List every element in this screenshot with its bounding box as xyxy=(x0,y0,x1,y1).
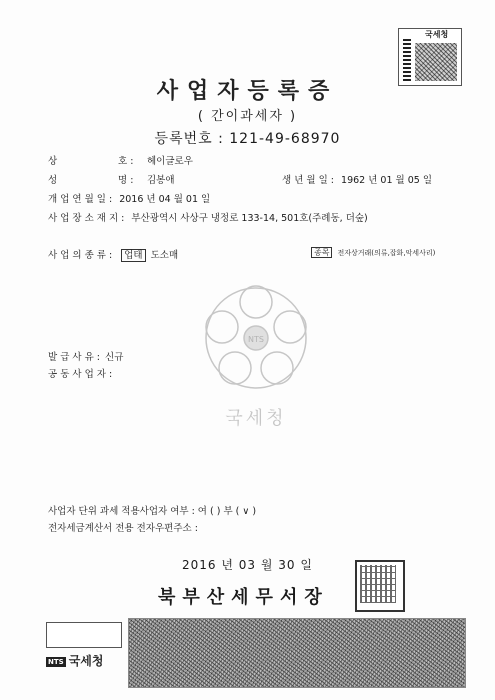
security-noise-strip xyxy=(128,618,466,688)
representative-value-wrap xyxy=(147,172,175,186)
watermark-text: 국세청 xyxy=(225,408,287,429)
joint-business-label: 공 동 사 업 자 : xyxy=(48,369,113,380)
issue-reason-label: 발 급 사 유 : xyxy=(48,352,100,363)
footer-brand xyxy=(46,652,103,669)
unit-tax-row xyxy=(48,503,256,517)
birth-date-label: 생 년 월 일 : xyxy=(282,175,334,186)
representative-row xyxy=(48,172,57,186)
joint-business-row xyxy=(48,366,112,380)
trade-name-value: 헤이글로우 xyxy=(147,156,193,167)
representative-value: 김봉애 xyxy=(147,175,175,186)
email-row xyxy=(48,520,198,534)
email-label: 전자세금계산서 전용 전자우편주소 : xyxy=(48,523,198,534)
address-value: 부산광역시 사상구 냉정로 133-14, 501호(주례동, 더숲) xyxy=(131,213,368,224)
item-tag: 종목 xyxy=(311,247,332,258)
registration-number xyxy=(0,128,495,148)
registration-value: 121-49-68970 xyxy=(229,131,341,147)
footer-blank-box xyxy=(46,622,122,648)
birth-date-row xyxy=(282,172,432,186)
trade-name-label-end-wrap xyxy=(118,153,133,167)
trade-name-label-start: 상 xyxy=(48,156,58,167)
issue-date: 2016 년 03 월 30 일 xyxy=(182,558,313,572)
issue-reason-row xyxy=(48,349,123,363)
representative-label-end-wrap xyxy=(118,172,133,186)
item-value: 전자상거래(의류,잡화,악세사리) xyxy=(337,249,436,257)
type-value: 도소매 xyxy=(150,250,179,261)
trade-name-value-wrap xyxy=(147,153,193,167)
nts-watermark-seal xyxy=(196,282,316,432)
open-date-label: 개 업 연 월 일 : xyxy=(48,194,113,205)
footer-brand-name: 국세청 xyxy=(68,654,104,668)
address-row xyxy=(48,210,368,224)
document-subtitle: ( 간이과세자 ) xyxy=(197,109,298,124)
issuing-office: 북부산세무서장 xyxy=(158,587,329,608)
business-item-row xyxy=(311,247,435,258)
issue-reason-value: 신규 xyxy=(105,352,124,363)
business-type-label: 사 업 의 종 류 : xyxy=(48,250,113,261)
watermark-badge: NTS xyxy=(248,335,264,344)
seal-pattern xyxy=(360,565,396,603)
nts-badge: NTS xyxy=(48,657,64,666)
trade-name-label-end: 호 : xyxy=(118,156,134,167)
representative-label-start: 성 xyxy=(48,175,58,186)
document-title: 사업자등록증 xyxy=(156,79,339,104)
birth-date-value: 1962 년 01 월 05 일 xyxy=(341,175,433,186)
stamp-label: 국세청 xyxy=(425,30,449,39)
unit-tax-text: 사업자 단위 과세 적용사업자 여부 : 여 ( ) 부 ( ∨ ) xyxy=(48,506,257,517)
open-date-row xyxy=(48,191,210,205)
address-label: 사 업 장 소 재 지 : xyxy=(48,213,125,224)
official-seal xyxy=(355,560,405,612)
registration-label: 등록번호 : xyxy=(154,131,224,147)
open-date-value: 2016 년 04 월 01 일 xyxy=(119,194,211,205)
type-tag: 업태 xyxy=(121,249,145,262)
business-type-row xyxy=(48,247,178,261)
trade-name-row xyxy=(48,153,57,167)
representative-label-end: 명 : xyxy=(118,175,134,186)
